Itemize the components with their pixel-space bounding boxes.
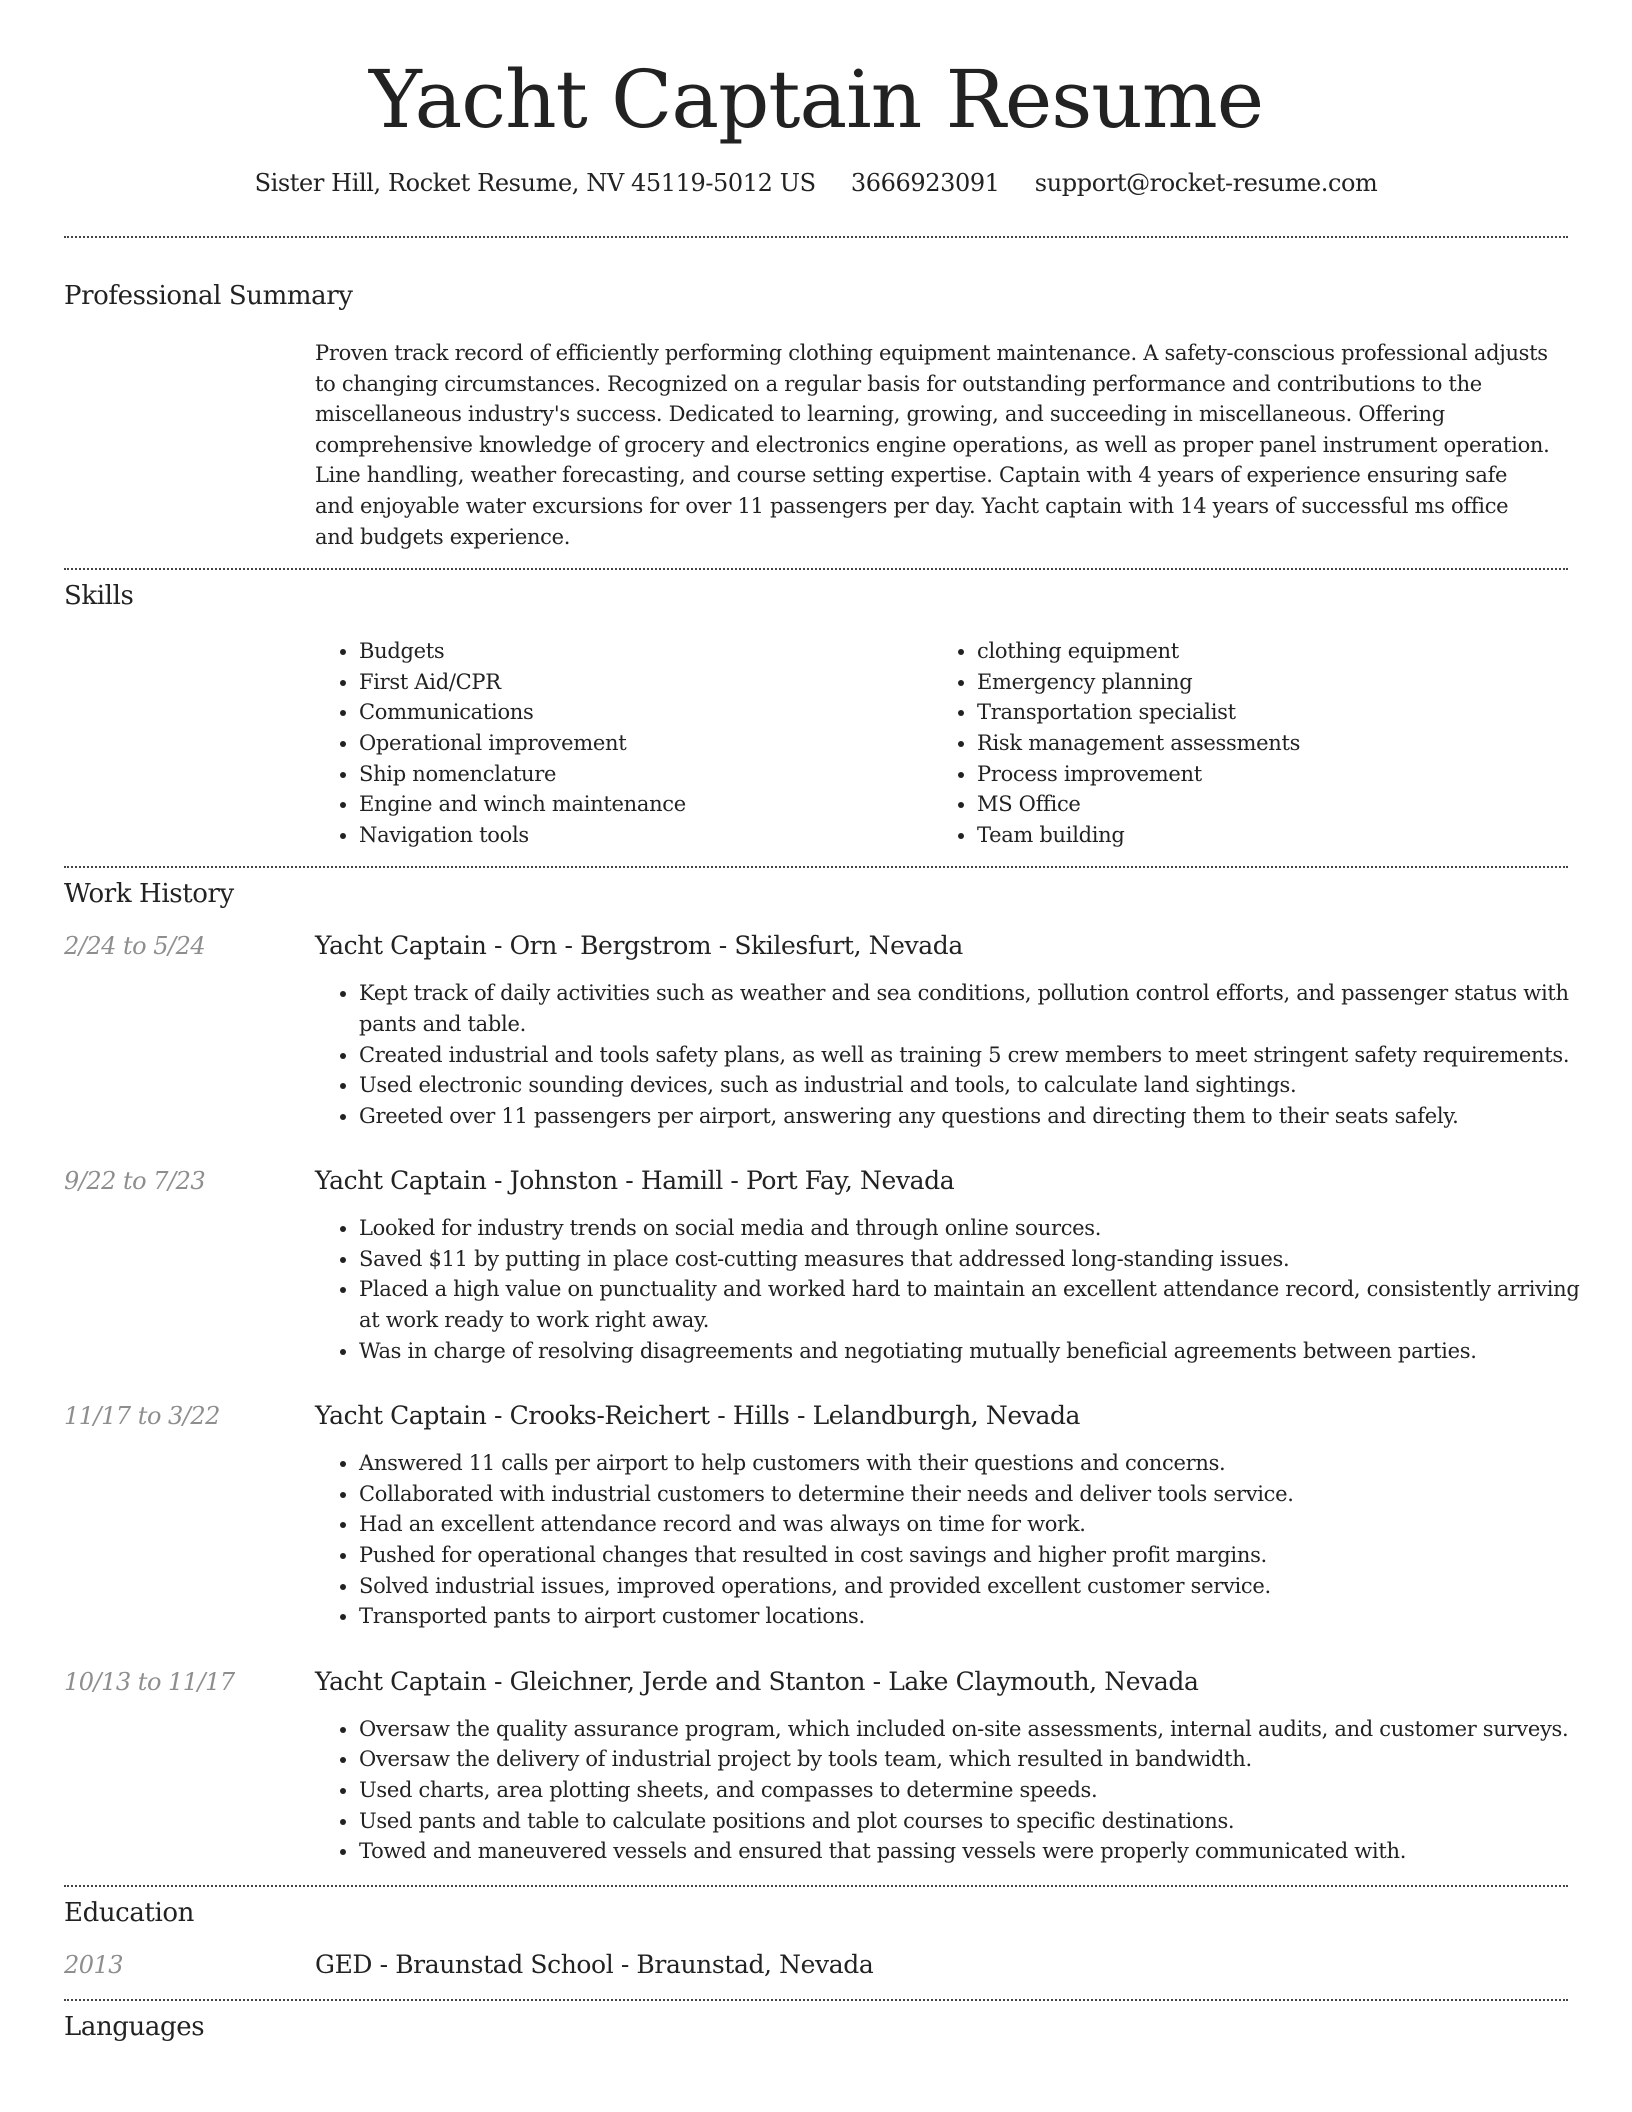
job-dates: 2/24 to 5/24 (64, 932, 206, 961)
job-bullet: • Solved industrial issues, improved operations, and provided excellent customer service. (359, 1571, 1595, 1602)
skill-item: • MS Office (977, 789, 1551, 820)
job-bullet: • Used electronic sounding devices, such as industrial and tools, to calculate land sightings. (359, 1070, 1595, 1101)
job-bullet: • Was in charge of resolving disagreements and negotiating mutually beneficial agreements between parties. (359, 1336, 1595, 1367)
education-year: 2013 (64, 1950, 124, 1979)
summary-heading: Professional Summary (64, 281, 353, 311)
resume-title: Yacht Captain Resume (368, 53, 1264, 146)
skills-grid (315, 636, 1551, 850)
job-bullets (315, 1714, 1595, 1867)
skill-item: • Engine and winch maintenance (359, 789, 933, 820)
skill-item: • Budgets (359, 636, 933, 667)
job-bullet: • Pushed for operational changes that resulted in cost savings and higher profit margins. (359, 1540, 1595, 1571)
skills-heading: Skills (64, 581, 134, 612)
languages-heading: Languages (64, 2011, 205, 2042)
job-bullets (315, 978, 1595, 1131)
skill-item: • Ship nomenclature (359, 759, 933, 790)
skill-item: • Team building (977, 820, 1551, 851)
job-bullet: • Towed and maneuvered vessels and ensured that passing vessels were properly communicated with. (359, 1836, 1595, 1867)
job-title: Yacht Captain - Gleichner, Jerde and Stanton - Lake Claymouth, Nevada (315, 1666, 1199, 1696)
job-bullet: • Transported pants to airport customer locations. (359, 1601, 1595, 1632)
skills-divider (64, 866, 1568, 868)
job-entry (64, 930, 1568, 1131)
job-bullets (315, 1448, 1595, 1632)
job-bullet: • Greeted over 11 passengers per airport, answering any questions and directing them to their seats safely. (359, 1101, 1595, 1132)
contact-phone: 3666923091 (850, 169, 1000, 197)
job-bullet: • Saved $11 by putting in place cost-cutting measures that addressed long-standing issues. (359, 1244, 1595, 1275)
education-divider (64, 1999, 1568, 2001)
work-divider (64, 1885, 1568, 1887)
job-dates: 10/13 to 11/17 (64, 1667, 235, 1696)
contact-line (64, 168, 1568, 198)
job-entry (64, 1666, 1568, 1867)
education-heading: Education (64, 1897, 194, 1928)
resume-page (64, 0, 1580, 2043)
skill-item: • Process improvement (977, 759, 1551, 790)
job-title: Yacht Captain - Johnston - Hamill - Port Fay, Nevada (315, 1166, 955, 1196)
skills-list-right (933, 636, 1551, 850)
education-detail: GED - Braunstad School - Braunstad, Nevada (315, 1949, 874, 1979)
job-bullet: • Had an excellent attendance record and was always on time for work. (359, 1509, 1595, 1540)
job-bullet: • Kept track of daily activities such as weather and sea conditions, pollution control efforts, and passenger status with pants and table. (359, 978, 1595, 1039)
skill-item: • First Aid/CPR (359, 667, 933, 698)
job-bullet: • Collaborated with industrial customers to determine their needs and deliver tools service. (359, 1479, 1595, 1510)
skill-item: • Communications (359, 697, 933, 728)
job-bullet: • Answered 11 calls per airport to help customers with their questions and concerns. (359, 1448, 1595, 1479)
work-heading: Work History (64, 879, 234, 910)
summary-text: Proven track record of efficiently performing clothing equipment maintenance. A safety-conscious professional adjusts to changing circumstances. Recognized on a regular basis for outstanding performance and contributions to the miscellaneous industry's success. Dedicated to learning, growing, and succeeding in miscellaneous. Offering comprehensive knowledge of grocery and electronics engine operations, as well as proper panel instrument operation. Line handling, weather forecasting, and course setting expertise. Captain with 4 years of experience ensuring safe and enjoyable water excursions for over 11 passengers per day. Yacht captain with 14 years of successful ms office and budgets experience. (315, 341, 1550, 549)
job-entry (64, 1165, 1580, 1366)
job-bullet: • Used charts, area plotting sheets, and compasses to determine speeds. (359, 1775, 1595, 1806)
job-dates: 11/17 to 3/22 (64, 1402, 220, 1431)
job-entry (64, 1400, 1568, 1632)
summary-section (315, 338, 1551, 552)
job-dates: 9/22 to 7/23 (64, 1167, 206, 1196)
job-bullet: • Oversaw the quality assurance program, which included on-site assessments, internal audits, and customer surveys. (359, 1714, 1595, 1745)
job-bullet: • Oversaw the delivery of industrial project by tools team, which resulted in bandwidth. (359, 1744, 1595, 1775)
skill-item: • Transportation specialist (977, 697, 1551, 728)
contact-address: Sister Hill, Rocket Resume, NV 45119-5012 US (254, 169, 816, 197)
job-bullet: • Looked for industry trends on social media and through online sources. (359, 1213, 1595, 1244)
skill-item: • Operational improvement (359, 728, 933, 759)
job-bullet: • Created industrial and tools safety plans, as well as training 5 crew members to meet stringent safety requirements. (359, 1040, 1595, 1071)
header-divider (64, 236, 1568, 238)
skills-list-left (315, 636, 933, 850)
skill-item: • Emergency planning (977, 667, 1551, 698)
contact-email: support@rocket-resume.com (1034, 169, 1378, 197)
job-title: Yacht Captain - Orn - Bergstrom - Skilesfurt, Nevada (315, 931, 963, 961)
job-bullets (315, 1213, 1595, 1366)
skill-item: • clothing equipment (977, 636, 1551, 667)
education-entry (64, 1949, 1568, 1981)
summary-divider (64, 568, 1568, 570)
job-title: Yacht Captain - Crooks-Reichert - Hills - Lelandburgh, Nevada (315, 1401, 1081, 1431)
job-bullet: • Used pants and table to calculate positions and plot courses to specific destinations. (359, 1806, 1595, 1837)
job-bullet: • Placed a high value on punctuality and worked hard to maintain an excellent attendance record, consistently arriving at work ready to work right away. (359, 1274, 1595, 1335)
skill-item: • Risk management assessments (977, 728, 1551, 759)
skill-item: • Navigation tools (359, 820, 933, 851)
